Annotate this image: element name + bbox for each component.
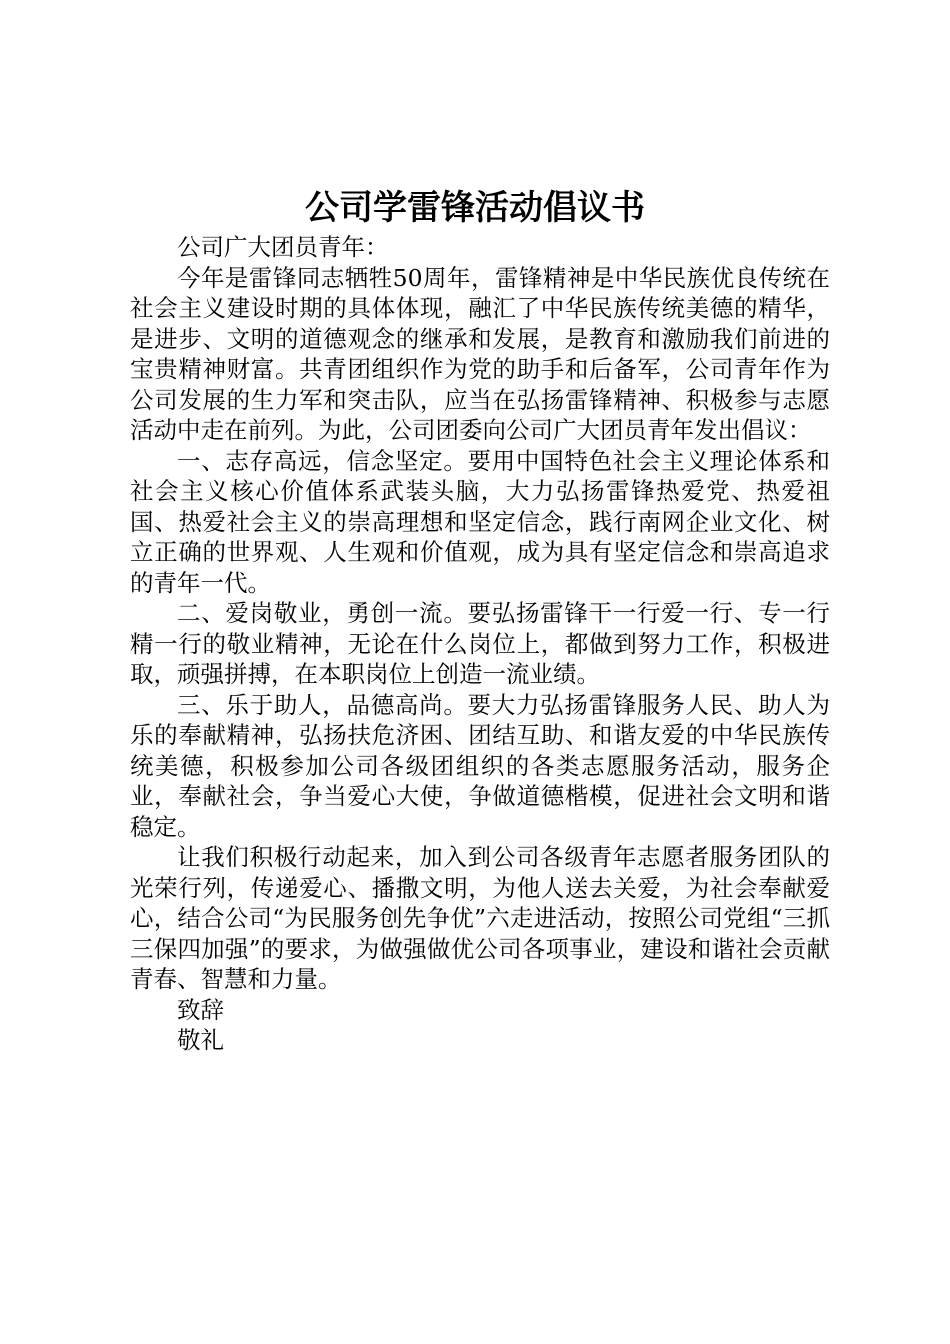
document-body <box>130 232 830 1056</box>
paragraph-point-3: 三、乐于助人，品德高尚。要大力弘扬雷锋服务人民、助人为乐的奉献精神，弘扬扶危济困、团结互助、和谐友爱的中华民族传统美德，积极参加公司各级团组织的各类志愿服务活动，服务企业，奉献社会，争当爱心大使，争做道德楷模，促进社会文明和谐稳定。 <box>130 690 830 841</box>
salutation: 公司广大团员青年： <box>177 233 389 261</box>
paragraph-point-1: 一、志存高远，信念坚定。要用中国特色社会主义理论体系和社会主义核心价值体系武装头脑，大力弘扬雷锋热爱党、热爱祖国、热爱社会主义的崇高理想和坚定信念，践行南网企业文化、树立正确的世界观、人生观和价值观，成为具有坚定信念和崇高追求的青年一代。 <box>130 446 830 597</box>
document-title: 公司学雷锋活动倡议书 <box>305 188 645 228</box>
paragraph-call-to-action: 让我们积极行动起来，加入到公司各级青年志愿者服务团队的光荣行列，传递爱心、播撒文明，为他人送去关爱，为社会奉献爱心，结合公司“为民服务创先争优”六走进活动，按照公司党组“三抓三保四加强”的要求，为做强做优公司各项事业，建设和谐社会贡献青春、智慧和力量。 <box>130 843 830 993</box>
paragraph-intro: 今年是雷锋同志牺牲50周年，雷锋精神是中华民族优良传统在社会主义建设时期的具体体现，融汇了中华民族传统美德的精华，是进步、文明的道德观念的继承和发展，是教育和激励我们前进的宝贵精神财富。共青团组织作为党的助手和后备军，公司青年作为公司发展的生力军和突击队，应当在弘扬雷锋精神、积极参与志愿活动中走在前列。为此，公司团委向公司广大团员青年发出倡议： <box>130 263 830 444</box>
closing-line-1: 致辞 <box>177 995 224 1024</box>
paragraph-point-2: 二、爱岗敬业，勇创一流。要弘扬雷锋干一行爱一行、专一行精一行的敬业精神，无论在什么岗位上，都做到努力工作，积极进取，顽强拼搏，在本职岗位上创造一流业绩。 <box>130 599 830 688</box>
closing-line-2: 敬礼 <box>177 1026 224 1054</box>
